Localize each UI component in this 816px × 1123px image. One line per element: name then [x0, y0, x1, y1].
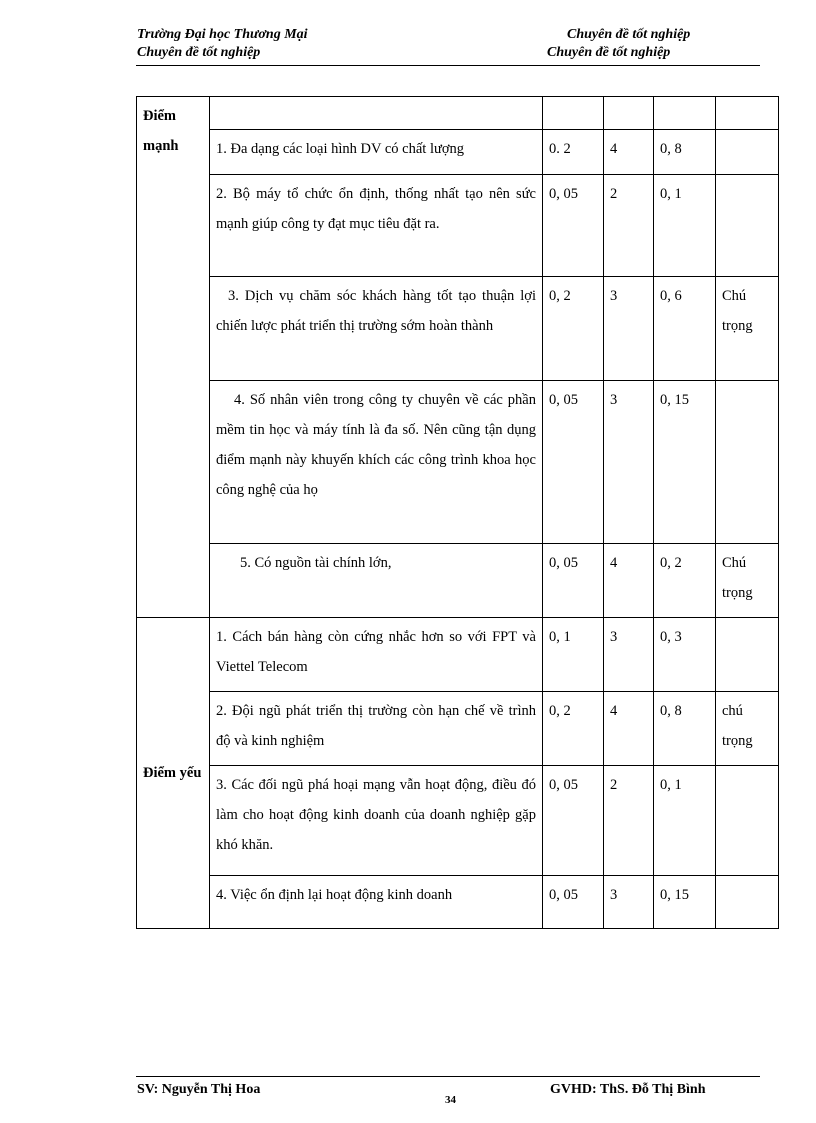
header-rule	[136, 65, 760, 66]
factor-note	[716, 766, 779, 876]
factor-score: 4	[604, 692, 654, 766]
factor-weight: 0. 2	[543, 130, 604, 175]
table-row	[137, 544, 779, 618]
factor-note	[716, 876, 779, 929]
factor-note: chú trọng	[716, 692, 779, 766]
factor-description: 1. Đa dạng các loại hình DV có chất lượng	[210, 130, 543, 175]
header-school-name: Trường Đại học Thương Mại	[137, 27, 308, 42]
factor-score: 4	[604, 130, 654, 175]
factor-weighted-score: 0, 15	[654, 876, 716, 929]
table-row	[137, 876, 779, 929]
factor-weighted-score: 0, 1	[654, 766, 716, 876]
factor-weighted-score: 0, 6	[654, 277, 716, 381]
weaknesses-group-label: Điểm yếu	[137, 618, 210, 929]
header-subtitle-left: Chuyên đề tốt nghiệp	[137, 45, 261, 60]
internal-factor-table	[136, 96, 779, 929]
factor-score: 3	[604, 618, 654, 692]
table-row	[137, 618, 779, 692]
factor-weighted-score: 0, 15	[654, 381, 716, 544]
factor-weight: 0, 2	[543, 277, 604, 381]
factor-weighted-score: 0, 1	[654, 175, 716, 277]
table-row	[137, 175, 779, 277]
factor-weight: 0, 05	[543, 175, 604, 277]
factor-note	[716, 381, 779, 544]
factor-score: 2	[604, 766, 654, 876]
factor-description: 3. Các đối ngũ phá hoại mạng vẫn hoạt động, điều đó làm cho hoạt động kinh doanh của doanh nghiệp gặp khó khăn.	[210, 766, 543, 876]
factor-score: 2	[604, 175, 654, 277]
factor-weighted-score: 0, 3	[654, 618, 716, 692]
factor-weighted-score: 0, 8	[654, 130, 716, 175]
factor-note: Chú trọng	[716, 277, 779, 381]
factor-score: 3	[604, 876, 654, 929]
factor-description: 1. Cách bán hàng còn cứng nhắc hơn so với FPT và Viettel Telecom	[210, 618, 543, 692]
factor-note	[716, 130, 779, 175]
factor-score: 4	[604, 544, 654, 618]
footer-advisor: GVHD: ThS. Đỗ Thị Bình	[550, 1082, 706, 1097]
factor-description: 4. Việc ổn định lại hoạt động kinh doanh	[210, 876, 543, 929]
table-row	[137, 97, 779, 130]
table-row	[137, 277, 779, 381]
factor-description: 3. Dịch vụ chăm sóc khách hàng tốt tạo thuận lợi chiến lược phát triển thị trường sớm hoàn thành	[210, 277, 543, 381]
table-row	[137, 130, 779, 175]
footer-rule	[136, 1076, 760, 1077]
factor-weight: 0, 2	[543, 692, 604, 766]
factor-weighted-score: 0, 8	[654, 692, 716, 766]
table-row	[137, 766, 779, 876]
header-title-right: Chuyên đề tốt nghiệp	[567, 27, 691, 42]
factor-note	[716, 175, 779, 277]
factor-note	[716, 618, 779, 692]
factor-score: 3	[604, 381, 654, 544]
factor-weight: 0, 05	[543, 876, 604, 929]
factor-note: Chú trọng	[716, 544, 779, 618]
strengths-group-label: Điểm mạnh	[137, 97, 210, 618]
factor-description: 2. Đội ngũ phát triển thị trường còn hạn chế về trình độ và kinh nghiệm	[210, 692, 543, 766]
factor-weight: 0, 05	[543, 766, 604, 876]
header-subtitle-right: Chuyên đề tốt nghiệp	[547, 45, 671, 60]
page-number: 34	[445, 1094, 456, 1106]
factor-weight: 0, 1	[543, 618, 604, 692]
footer-student: SV: Nguyễn Thị Hoa	[137, 1082, 261, 1097]
factor-score: 3	[604, 277, 654, 381]
factor-weighted-score: 0, 2	[654, 544, 716, 618]
table-row	[137, 692, 779, 766]
factor-weight: 0, 05	[543, 544, 604, 618]
factor-description: 4. Số nhân viên trong công ty chuyên về các phần mềm tin học và máy tính là đa số. Nên cũng tận dụng điểm mạnh này khuyến khích các công trình khoa học công nghệ của họ	[210, 381, 543, 544]
factor-description: 2. Bộ máy tổ chức ổn định, thống nhất tạo nên sức mạnh giúp công ty đạt mục tiêu đặt ra.	[210, 175, 543, 277]
factor-description: 5. Có nguồn tài chính lớn,	[210, 544, 543, 618]
factor-weight: 0, 05	[543, 381, 604, 544]
table-row	[137, 381, 779, 544]
